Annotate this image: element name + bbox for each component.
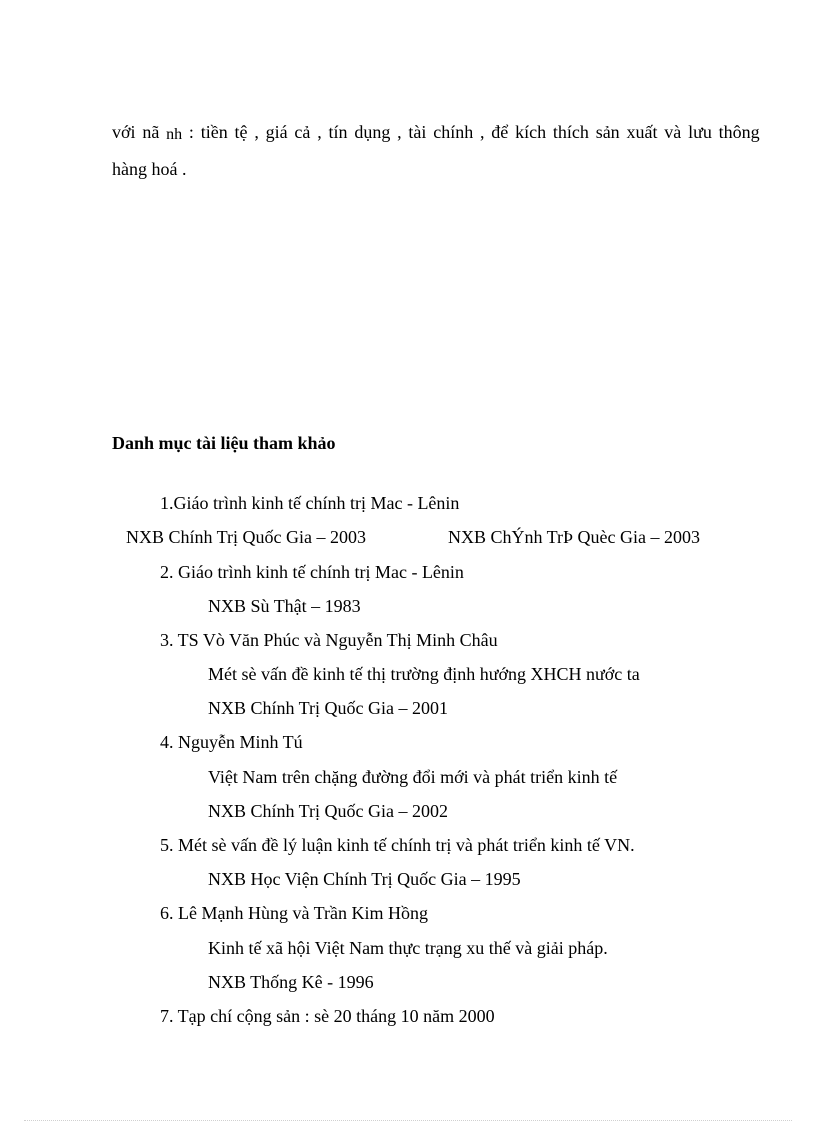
word: dụng [354, 122, 391, 142]
word: , [317, 122, 322, 142]
word: kích [515, 122, 547, 142]
word: lưu [688, 122, 712, 142]
word: , [480, 122, 485, 142]
word: , [397, 122, 402, 142]
word: nã [142, 122, 160, 142]
word: sản [595, 122, 620, 142]
reference-publisher-2: NXB Sù Thật – 1983 [208, 596, 361, 616]
reference-publisher-1b: NXB ChÝnh TrÞ Quèc Gia – 2003 [448, 527, 701, 547]
word: : [188, 122, 194, 142]
reference-subtitle-4: Việt Nam trên chặng đường đổi mới và phát triển kinh tế [208, 767, 618, 787]
word: thông [718, 122, 760, 142]
references-heading: Danh mục tài liệu tham khảo [112, 433, 336, 453]
word: xuất [626, 122, 658, 142]
word: tệ [234, 122, 248, 142]
reference-publisher-6: NXB Thống Kê - 1996 [208, 972, 374, 992]
word: cả [294, 122, 311, 142]
reference-title-1: 1.Giáo trình kinh tế chính trị Mac - Lênin [160, 493, 460, 513]
word: tín [328, 122, 348, 142]
paragraph-line-2: hàng hoá . [112, 159, 187, 179]
reference-publisher-4: NXB Chính Trị Quốc Gia – 2002 [208, 801, 449, 821]
reference-publisher-5: NXB Học Viện Chính Trị Quốc Gia – 1995 [208, 869, 521, 889]
word: để [491, 122, 509, 142]
reference-subtitle-6: Kinh tế xã hội Việt Nam thực trạng xu thế và giải pháp. [208, 938, 608, 958]
reference-title-5: 5. Mét sè vấn đề lý luận kinh tế chính trị và phát triển kinh tế VN. [160, 835, 635, 855]
word: tiền [200, 122, 228, 142]
reference-title-2: 2. Giáo trình kinh tế chính trị Mac - Lênin [160, 562, 464, 582]
reference-title-3: 3. TS Vò Văn Phúc và Nguyễn Thị Minh Châu [160, 630, 498, 650]
word: thích [552, 122, 589, 142]
word: tài [408, 122, 427, 142]
page-bottom-divider [24, 1120, 792, 1121]
reference-publisher-1a: NXB Chính Trị Quốc Gia – 2003 [126, 527, 367, 547]
word: và [664, 122, 682, 142]
word: với [112, 122, 136, 142]
reference-publisher-3: NXB Chính Trị Quốc Gia – 2001 [208, 698, 449, 718]
reference-title-7: 7. Tạp chí cộng sản : sè 20 tháng 10 năm 2000 [160, 1006, 495, 1026]
reference-title-6: 6. Lê Mạnh Hùng và Trần Kim Hồng [160, 903, 428, 923]
word: giá [265, 122, 288, 142]
paragraph-line-1 [112, 121, 760, 143]
word: , [254, 122, 259, 142]
word: chính [433, 122, 474, 142]
word: nh [166, 126, 183, 143]
reference-subtitle-3: Mét sè vấn đề kinh tế thị trường định hướng XHCH nước ta [208, 664, 640, 684]
reference-title-4: 4. Nguyễn Minh Tú [160, 732, 303, 752]
